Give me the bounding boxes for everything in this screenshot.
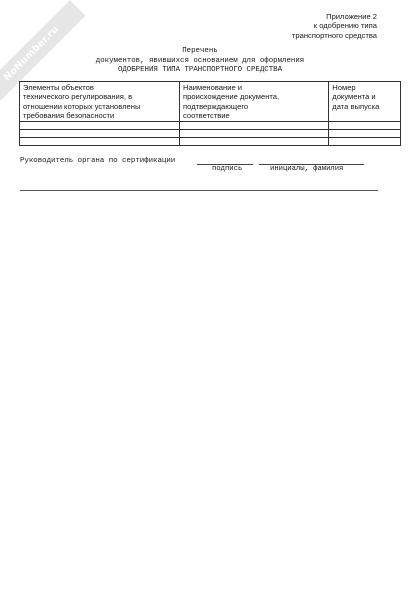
- appendix-line: транспортного средства: [291, 30, 377, 40]
- header-text: отношении которых установлены: [23, 101, 141, 111]
- bottom-rule: [20, 190, 378, 191]
- documents-table: [19, 81, 401, 146]
- title-line: Перечень: [182, 47, 218, 55]
- header-text: соответствие: [183, 110, 230, 120]
- title-line: документов, явившихся основанием для оформления: [95, 56, 305, 65]
- table-row: [20, 138, 401, 146]
- header-cell-number-date: [329, 82, 401, 122]
- table-cell: [329, 122, 401, 130]
- header-cell-document: [180, 82, 329, 122]
- header-text: дата выпуска: [332, 101, 380, 111]
- header-text: подтверждающего: [183, 101, 249, 111]
- name-caption: инициалы, фамилия: [270, 165, 344, 173]
- table-row: [20, 130, 401, 138]
- header-text: происхождение документа,: [183, 92, 280, 102]
- table-header-row: [20, 82, 401, 122]
- table-cell: [180, 138, 329, 146]
- watermark: NoNumber.ru: [0, 0, 85, 107]
- title-line: ОДОБРЕНИЯ ТИПА ТРАНСПОРТНОГО СРЕДСТВА: [117, 66, 283, 75]
- header-text: Элементы объектов: [23, 83, 94, 92]
- appendix-line: Приложение 2: [326, 12, 377, 21]
- table-cell: [329, 138, 401, 146]
- header-cell-elements: [20, 82, 180, 122]
- document-title: [20, 47, 380, 76]
- header-text: технического регулирования, в: [23, 92, 133, 102]
- table-cell: [180, 122, 329, 130]
- table-cell: [20, 122, 180, 130]
- table-cell: [329, 130, 401, 138]
- header-text: документа и: [332, 92, 376, 102]
- signature-caption: подпись: [212, 165, 243, 173]
- signatory-label: Руководитель органа по сертификации: [20, 157, 176, 165]
- table-cell: [20, 138, 180, 146]
- header-text: требования безопасности: [23, 110, 115, 120]
- header-text: Наименование и: [183, 83, 243, 92]
- appendix-line: к одобрению типа: [313, 21, 377, 31]
- header-text: Номер: [332, 83, 356, 92]
- table-row: [20, 122, 401, 130]
- table-cell: [20, 130, 180, 138]
- table-cell: [180, 130, 329, 138]
- appendix-note: [292, 12, 377, 40]
